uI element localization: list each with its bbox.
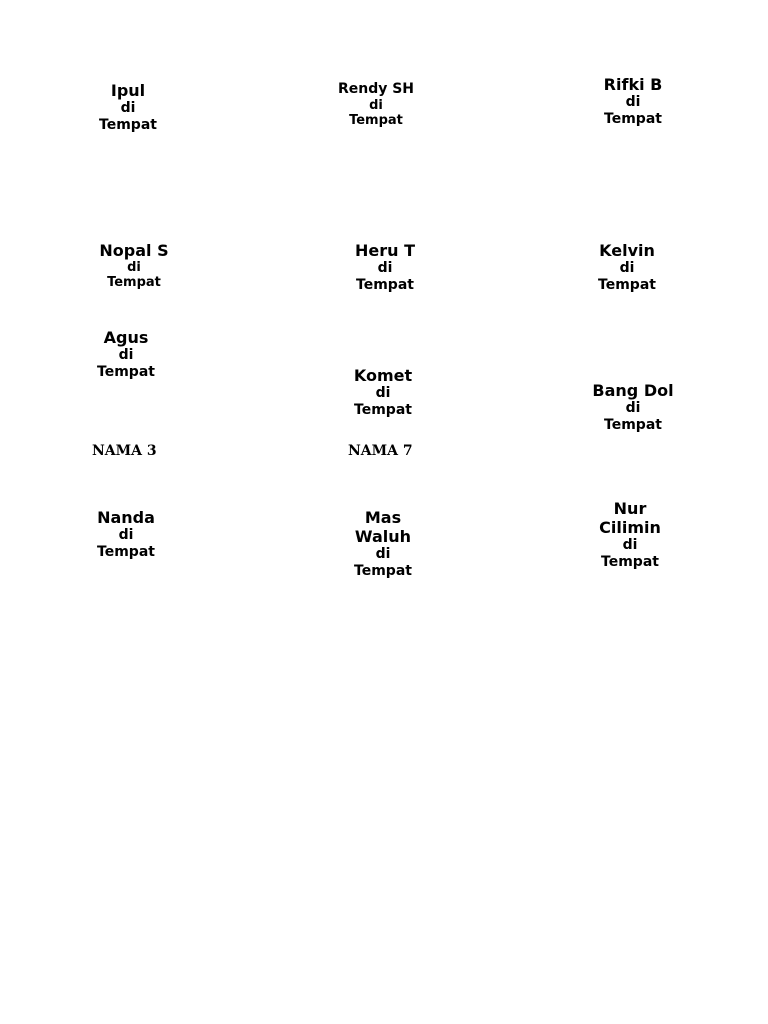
recipient-line-tempat: Tempat (604, 111, 662, 127)
recipient-name: Komet (353, 366, 413, 385)
address-label-nopal-s (84, 241, 184, 290)
address-label-kelvin (577, 241, 677, 294)
address-label-komet (333, 366, 433, 419)
address-label-nur-cilimin (580, 499, 680, 571)
recipient-name: Agus (103, 328, 149, 347)
recipient-line-di: di (622, 537, 638, 553)
address-label-mas-waluh (333, 508, 433, 580)
recipient-line-tempat: Tempat (349, 113, 403, 128)
recipient-line-tempat: Tempat (97, 364, 155, 380)
recipient-name: Mas Waluh (354, 508, 412, 546)
address-label-nanda (76, 508, 176, 561)
recipient-line-di: di (625, 400, 641, 416)
recipient-line-di: di (118, 347, 134, 363)
recipient-name: Rifki B (603, 75, 663, 94)
recipient-line-di: di (375, 546, 391, 562)
recipient-name: Kelvin (599, 241, 655, 260)
recipient-name: Heru T (354, 241, 415, 260)
recipient-line-tempat: Tempat (598, 277, 656, 293)
placeholder-nama-3: NAMA 3 (92, 443, 157, 459)
recipient-line-di: di (369, 98, 383, 113)
recipient-name: Nur Cilimin (599, 499, 661, 537)
recipient-line-tempat: Tempat (99, 117, 157, 133)
recipient-line-di: di (625, 94, 641, 110)
recipient-line-tempat: Tempat (604, 417, 662, 433)
placeholder-nama-7: NAMA 7 (348, 443, 413, 459)
recipient-line-tempat: Tempat (601, 554, 659, 570)
recipient-line-tempat: Tempat (354, 402, 412, 418)
recipient-name: Bang Dol (592, 381, 674, 400)
recipient-name: Nopal S (99, 241, 169, 260)
address-label-bang-dol (578, 381, 688, 434)
recipient-name: Ipul (110, 81, 146, 100)
recipient-name: Nanda (97, 508, 155, 527)
recipient-line-tempat: Tempat (107, 275, 161, 290)
address-label-ipul (78, 81, 178, 134)
recipient-line-tempat: Tempat (97, 544, 155, 560)
recipient-line-tempat: Tempat (354, 563, 412, 579)
address-label-rifki-b (583, 75, 683, 128)
recipient-line-di: di (375, 385, 391, 401)
recipient-line-di: di (120, 100, 136, 116)
recipient-line-di: di (619, 260, 635, 276)
recipient-line-di: di (118, 527, 134, 543)
recipient-name: Rendy SH (337, 81, 415, 97)
address-label-heru-t (335, 241, 435, 294)
address-label-rendy-sh (321, 81, 431, 128)
address-label-agus (76, 328, 176, 381)
recipient-line-tempat: Tempat (356, 277, 414, 293)
recipient-line-di: di (127, 260, 141, 275)
recipient-line-di: di (377, 260, 393, 276)
